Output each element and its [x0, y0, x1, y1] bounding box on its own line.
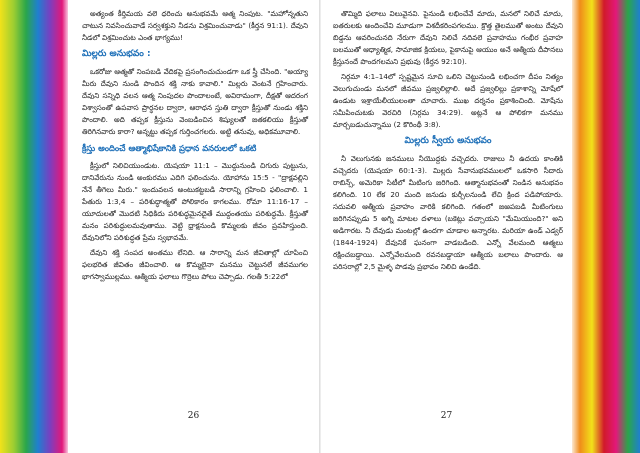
left-page — [68, 0, 319, 453]
book-spread — [68, 0, 572, 453]
paragraph: దేవుని శక్తి సంపద అంతము లేనిది. ఆ సారాన్ని మన జీవితాల్లో చూపించి ఫలభరిత జీవితం జీవించాలి. ఆ కొమ్మలైనా మనము చెట్టునలే జీవముగల భాగస్వాముల్లము. ఆత్మీయ ఫలాలు గొర్రెలు పోలు చెప్పాడు. గలతీ 5:22లో — [82, 248, 308, 281]
section-heading: మిల్లరు స్వీయ అనుభవం — [404, 136, 492, 146]
paragraph: అత్యంత కీర్తిమయ వలె ధరించు అనుభవమే ఆత్మ నింపుట. "మహోన్నతుని చాటున నివసించువాడే సర్వశక్తుని నీడను విశ్రమించువాడు" (కీర్తన 91:1). దేవుని నీడలో విశ్రమించుట ఎంత భాగ్యము! — [82, 9, 308, 42]
page-number: 26 — [187, 411, 200, 421]
paragraph: ఒకరోజు ఆత్మతో నింపబడి వేదికపై ప్రసంగించుచుండగా ఒక స్త్రీ చేసింది. "అయ్యా మీరు దేవుని నుండి పొందిన శక్తి నాకు కావాలి." మిల్లరు వెంటనే గ్రహించారు. దేవుని సన్నిధి వలన ఆత్మ నింపుదల పొందాలంటే, అవిరామంగా, దీక్షతో ఆదరంగ విశ్వాసంతో ఉపవాస ప్రార్థనల ద్వారా, ఆరాధన స్తుతి ద్వారా క్రీస్తుతో నుండు శక్తిని పొందాలి. అది తప్పక క్రీస్తును వెంబడించిన శిష్యులతో జతకలియు క్రీస్తుతో తిరిగినవారు కారా? అన్నట్టు తప్పక గుర్తించగలరు. అట్టి తనువు, అధికమూవాలి. — [82, 67, 308, 136]
paragraph: నిర్గమా 4:1–14లో స్పష్టమైన సూచి ఒలిని చెట్టునుండి లభించగా దీపం నిత్యం వెలుగుచుండు మనలో జీవము ప్రజ్వలిల్లాలి. అదే ప్రజ్వలిల్లు ప్రకాశాన్ని మోషేలో ఉండుట ఇశ్రాయేలీయులంతా చూచారు. ముఖ దర్శనం ప్రకాశించింది. మోషేను సమీపించుటకు వెరచిరి (నిర్గమ 34:29). అట్లనే ఆ పోలికగా మనము మార్చబడుచున్నాము (2 కొరింథీ 3:8). — [333, 72, 563, 129]
right-page-content — [333, 8, 563, 276]
paragraph: క్రీస్తులో నిలిచియుండుట. యెషయా 11:1 – మొద్దునుండి చిగురు పుట్టును, దానివేరును నుండి అంకురము ఎదిగి ఫలించును. యోహాను 15:5 - "ద్రాక్షవల్లిని నేనే తీగెలు మీరు." ఇందువలన అంటుకట్టబడి సారాన్ని గ్రహించి ఫలించాలి. 1 పేతురు 1:3,4 – పరిశుద్ధాత్మతో పోలికారం కాగలము. రోమా 11:16-17 – యూదులతో మొదటి సిధికిదు పరిశుద్ధమైనదైతే ముద్దంతయు పరిశుద్ధమే. క్రీస్తుతో మనం పరిశుద్ధులమవుతాము. వెట్టి ధ్రాక్షనుండి కొమ్మలకు జీవం ప్రవహిస్తుంది. దేవునిలోని పరిశుద్ధత ప్రేమ స్వభావమే. — [82, 161, 308, 242]
right-page — [321, 0, 572, 453]
paragraph: తొమ్మిది ఫలాలు విలువైనవి. పైనుండి లభించేవే మాదు, మనలో నిలిచే మాదు, ఐతరులకు అందించేవి మూడుగా విశదీకరింపగలము. క్రొత్త తైలముతో అంటు దేవుని బిడ్డను ఆవరించునది నేరుగా దేవుని నిలిచే నదివలె ప్రవాహము గంభీర ప్రవాహ బలముతో ఆధ్యాత్మిక, సామాజిక క్రియలు, పైకానుపై ఆయుం అనే ఆత్మీయ దీపానలు క్రీస్తునందే పొందగలమని ప్రభువు (కీర్తన 92:10). — [333, 9, 563, 66]
section-heading: క్రీస్తు అందించే ఆత్మాభిషేకానికి ప్రధాన వనరులలో ఒకటి — [82, 143, 257, 153]
page-number: 27 — [440, 411, 453, 421]
paragraph: నీ వెలుగునకు జనములు నీయొద్దకు వచ్చెదరు. రాజులు నీ ఉదయ కాంతికి వచ్చెదరు (యెషయా 60:1-3). మిల్లరు సేవానుభవములలో ఒకసారి సీదారు రాబిన్స్, అమెరికా సిటీలో మీటింగు జరిగింది. ఆత్మానుభవంతో నిండిన అనుభవం కలిగింది. 10 లేక 20 మంది జనుడు కుర్చీలనుండి లేచి క్రింద పడిపోయారు. సదువలి ఆత్మీయ ప్రవాహం వారికి కలిగింది. గతంలో జఱపబడి మీటింగులు జరిగినప్పుడు 5 అగ్ని మాటల దళాలు (బకెట్లు వచ్చాయని "మేమియుంది?" అని అడిగారట. నీ దేవుడు మంటల్లో ఉందగా చూడాల అన్నారట. మరియా ఉండ్ ఎడ్వర్ (1844-1924) దేవునికే ఘనంగా వాడబడింది. ఎన్నో వేలమంది ఆత్మలు రక్షించబడ్డాయి. ఎన్నోవేలమంది రవనబడ్డాయా ఆత్మీయ బలాలు పొందారు. ఆ పరిసరాల్లో 2,5 మైళ్ళ పొడవు ప్రభావం నిలిచి ఉండేది. — [333, 154, 563, 271]
left-page-content — [82, 8, 308, 286]
section-heading: మిల్లరు అనుభవం : — [82, 49, 151, 59]
